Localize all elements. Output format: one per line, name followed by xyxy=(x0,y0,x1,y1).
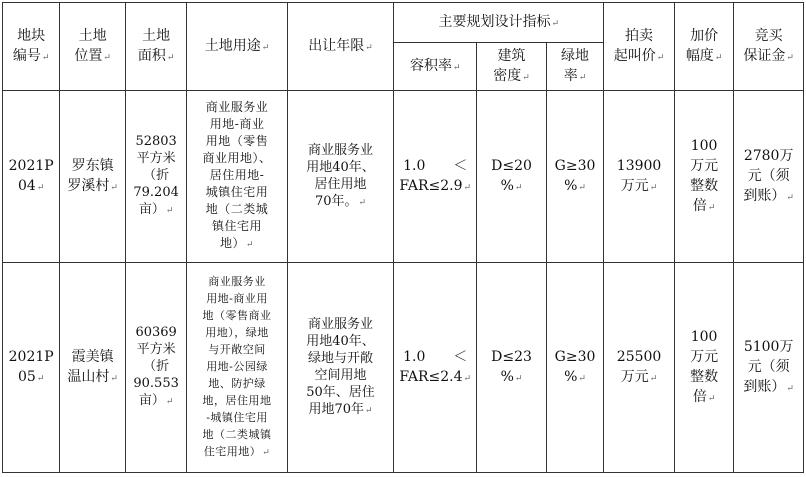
parcel-no-cell: 2021P 05↵ xyxy=(3,263,60,473)
paragraph-mark: ↵ xyxy=(649,182,658,193)
header-increment: 加价 幅度↵ xyxy=(674,3,733,91)
paragraph-mark: ↵ xyxy=(786,192,794,203)
density-cell: D≤23 %↵ xyxy=(477,263,547,473)
land-use-cell: 商业服务业 用地-商业用 地（零售商业 用地），绿地 与开敞空间 用地-公园绿 地、防护绿 地，居住用地 -城镇住宅用 地（二类城镇 住宅用地）↵ xyxy=(187,263,287,473)
paragraph-mark: ↵ xyxy=(551,18,559,29)
header-parcel-no: 地块 编号↵ xyxy=(3,3,60,91)
paragraph-mark: ↵ xyxy=(656,52,665,63)
paragraph-mark: ↵ xyxy=(165,397,174,407)
land-use-cell: 商业服务业 用地-商业 用地（零售 商业用地）、 居住用地- 城镇住宅用 地（二类城 镇住宅用 地）↵ xyxy=(187,91,287,263)
term-cell: 商业服务业 用地40年、 绿地与开敞 空间用地 50年、居住 用地70年↵ xyxy=(287,263,394,473)
header-indicators: 主要规划设计指标↵ xyxy=(394,3,604,43)
paragraph-mark: ↵ xyxy=(36,182,45,193)
paragraph-mark: ↵ xyxy=(246,240,255,250)
paragraph-mark: ↵ xyxy=(262,448,271,458)
paragraph-mark: ↵ xyxy=(514,182,523,193)
parcel-no-cell: 2021P 04↵ xyxy=(3,91,60,263)
paragraph-mark: ↵ xyxy=(166,52,175,63)
paragraph-mark: ↵ xyxy=(452,62,461,73)
start-price-cell: 13900 万元↵ xyxy=(604,91,675,263)
start-price-cell: 25500 万元↵ xyxy=(604,263,675,473)
paragraph-mark: ↵ xyxy=(578,182,586,193)
paragraph-mark: ↵ xyxy=(110,182,118,193)
paragraph-mark: ↵ xyxy=(358,197,367,208)
paragraph-mark: ↵ xyxy=(365,42,373,53)
header-location: 土地 位置↵ xyxy=(60,3,126,91)
table-row xyxy=(3,91,804,263)
far-cell: 1.0 ＜ FAR≤2.9↵ xyxy=(394,91,477,263)
deposit-cell: 5100万 元（须 到账）↵ xyxy=(734,263,804,473)
land-auction-table xyxy=(2,2,804,473)
paragraph-mark: ↵ xyxy=(649,373,658,384)
paragraph-mark: ↵ xyxy=(463,373,472,384)
far-cell: 1.0 ＜ FAR≤2.4↵ xyxy=(394,263,477,473)
location-cell: 霞美镇 温山村↵ xyxy=(60,263,126,473)
green-rate-cell: G≥30 %↵ xyxy=(546,91,603,263)
term-cell: 商业服务业 用地40年、 居住用地 70年。↵ xyxy=(287,91,394,263)
header-density: 建筑 密度↵ xyxy=(477,43,547,91)
location-cell: 罗东镇 罗溪村↵ xyxy=(60,91,126,263)
table-row xyxy=(3,263,804,473)
deposit-cell: 2780万 元（须 到账）↵ xyxy=(734,91,804,263)
paragraph-mark: ↵ xyxy=(578,72,587,83)
paragraph-mark: ↵ xyxy=(165,206,174,216)
paragraph-mark: ↵ xyxy=(36,373,45,384)
increment-cell: 100 万元 整数 倍↵ xyxy=(674,91,733,263)
header-term: 出让年限↵ xyxy=(287,3,394,91)
paragraph-mark: ↵ xyxy=(110,373,118,384)
paragraph-mark: ↵ xyxy=(707,202,716,213)
density-cell: D≤20 %↵ xyxy=(477,91,547,263)
increment-cell: 100 万元 整数 倍↵ xyxy=(674,263,733,473)
header-green: 绿地 率↵ xyxy=(546,43,603,91)
paragraph-mark: ↵ xyxy=(364,405,373,416)
header-deposit: 竞买 保证金↵ xyxy=(734,3,804,91)
paragraph-mark: ↵ xyxy=(103,52,111,63)
paragraph-mark: ↵ xyxy=(578,373,586,384)
paragraph-mark: ↵ xyxy=(714,52,723,63)
paragraph-mark: ↵ xyxy=(522,72,530,83)
paragraph-mark: ↵ xyxy=(786,383,794,394)
header-start-price: 拍卖 起叫价↵ xyxy=(604,3,675,91)
area-cell: 60369 平方米 （折 90.553 亩）↵ xyxy=(125,263,186,473)
paragraph-mark: ↵ xyxy=(261,42,270,53)
paragraph-mark: ↵ xyxy=(41,52,50,63)
area-cell: 52803 平方米 （折 79.204 亩）↵ xyxy=(125,91,186,263)
header-far: 容积率↵ xyxy=(394,43,477,91)
paragraph-mark: ↵ xyxy=(514,373,523,384)
paragraph-mark: ↵ xyxy=(786,52,794,63)
paragraph-mark: ↵ xyxy=(707,393,716,404)
paragraph-mark: ↵ xyxy=(463,182,472,193)
header-use: 土地用途↵ xyxy=(187,3,287,91)
green-rate-cell: G≥30 %↵ xyxy=(546,263,603,473)
header-area: 土地 面积↵ xyxy=(125,3,186,91)
